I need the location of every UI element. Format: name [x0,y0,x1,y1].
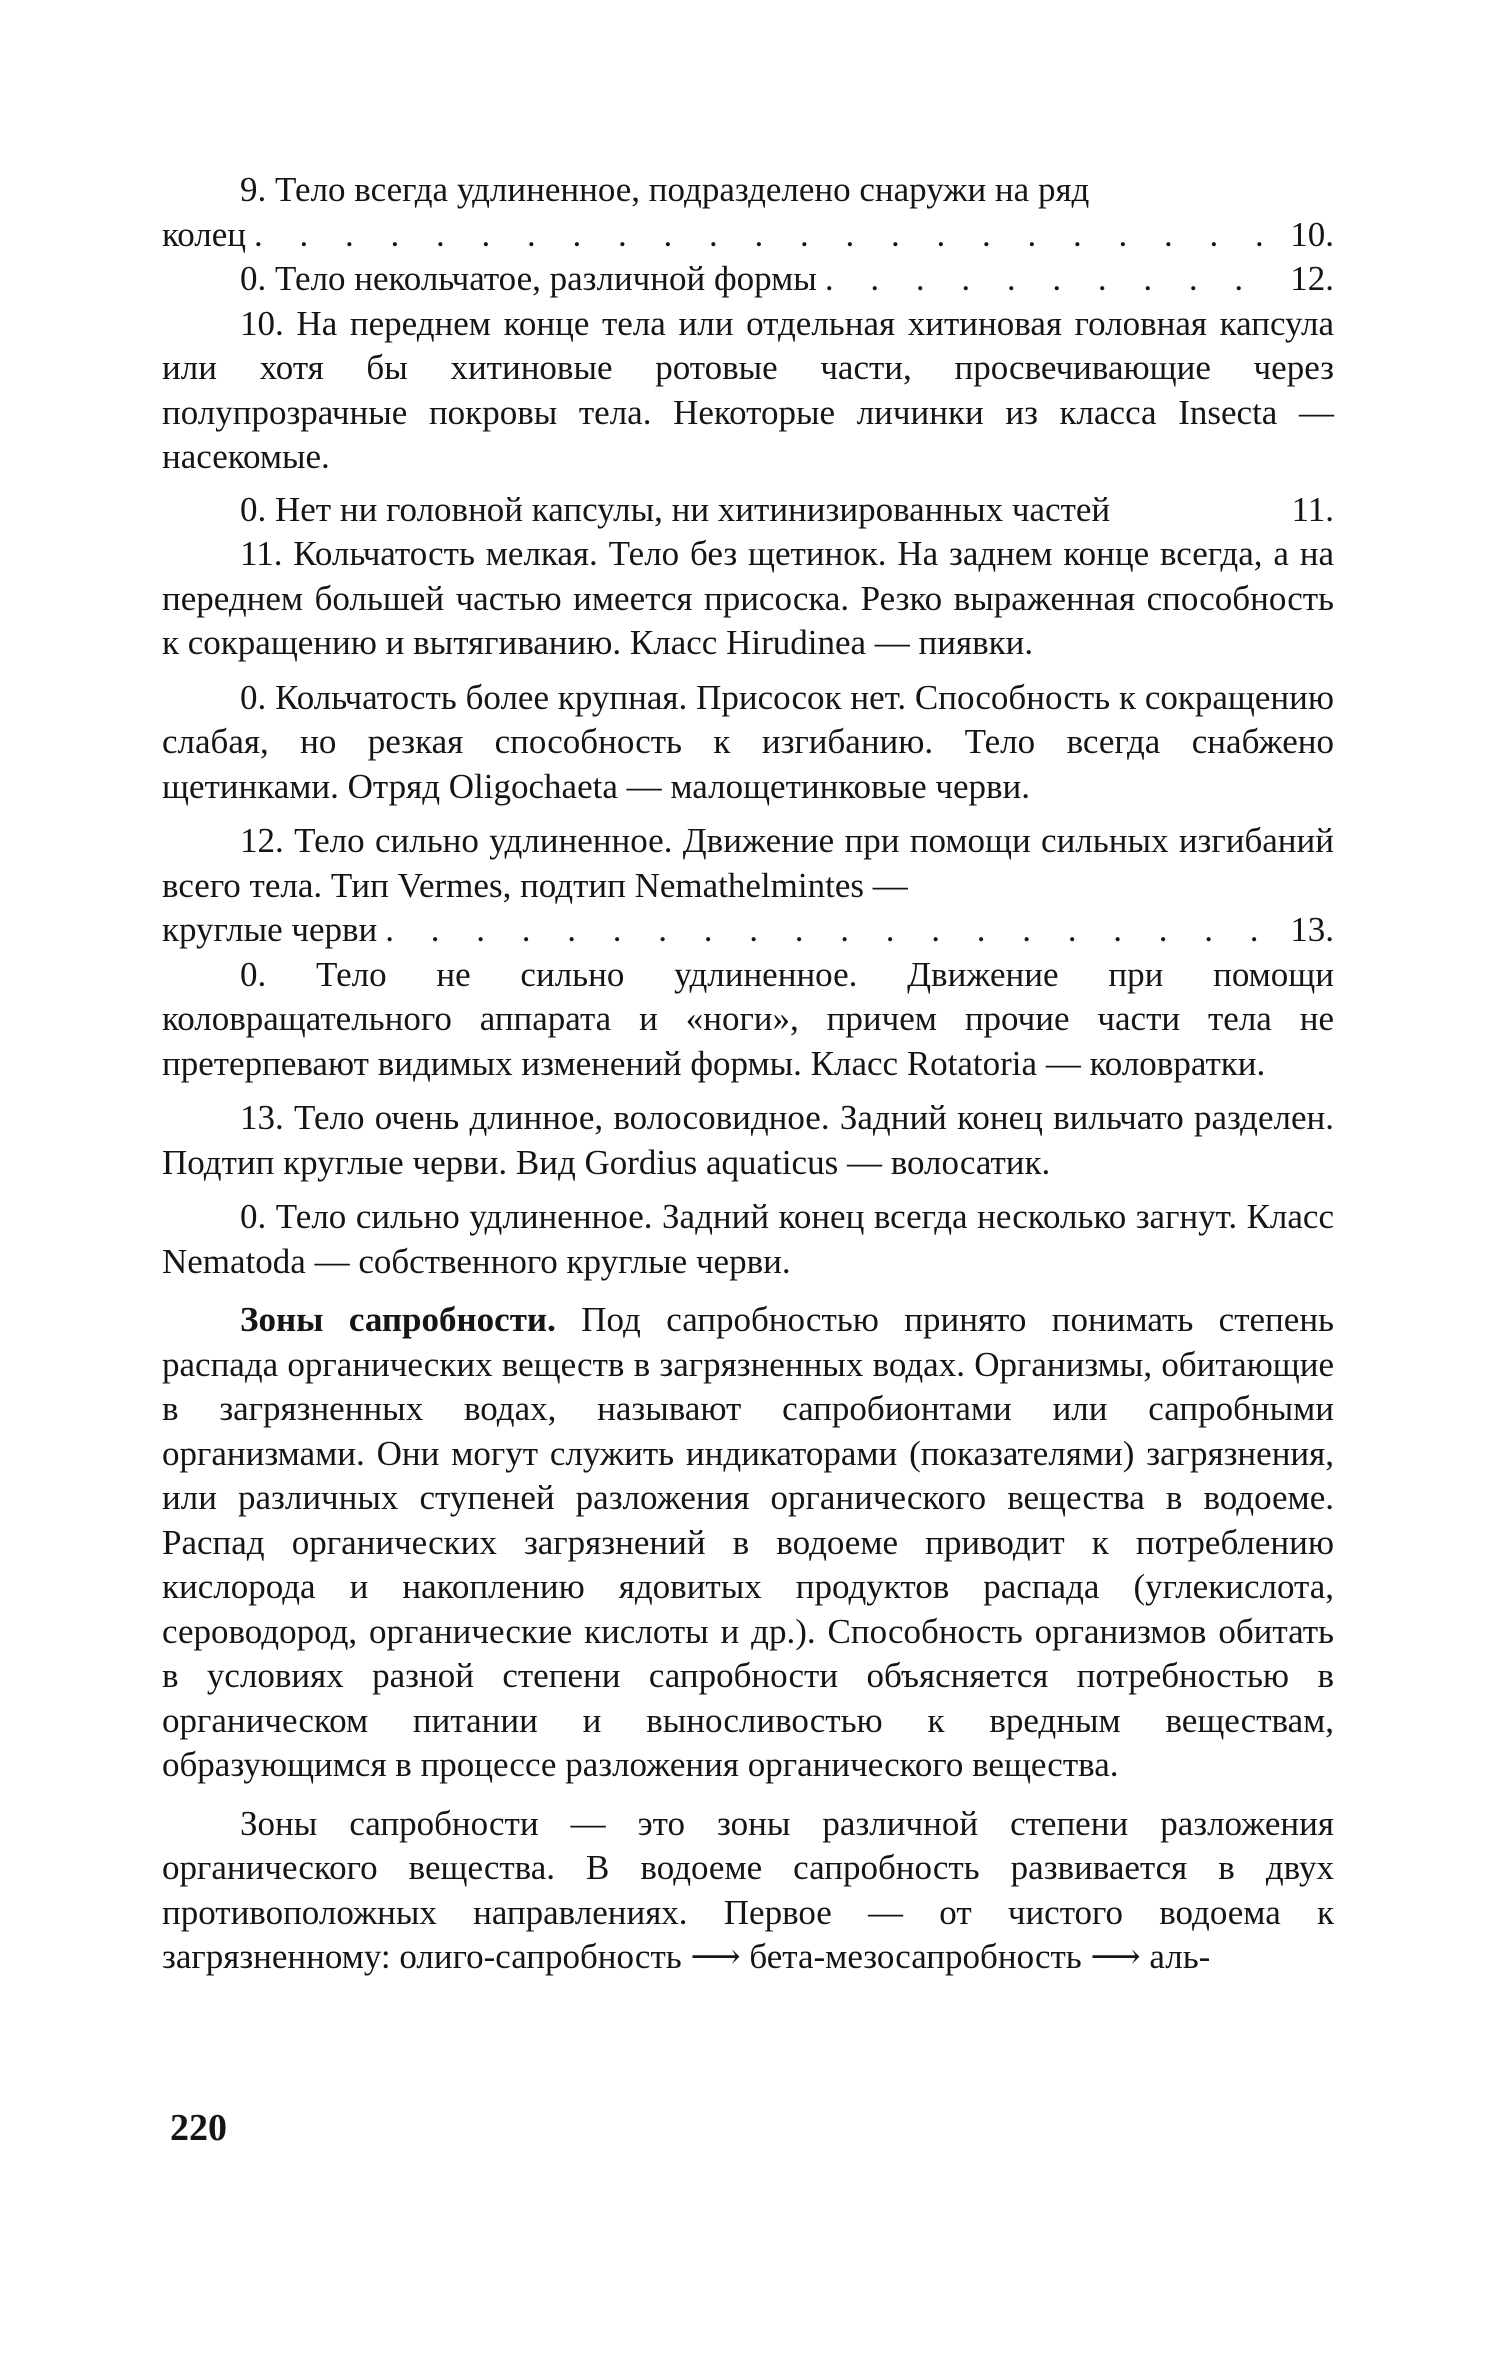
dot-leader [385,908,1276,953]
saprobity-paragraph-1-text: Под сапробностью принято понимать степень распада органических веществ в загрязненных водах. Организмы, обитающие в загрязненных водах, называют сапробионтами или сапробными организмами. Они могут служить индикаторами (показателями) загрязнения, или различных ступеней разложения органического вещества в водоеме. Распад органических загрязнений в водоеме приводит к потреблению кислорода и накоплению ядовитых продуктов распада (углекислота, сероводород, органические кислоты и др.). Способность организмов обитать в условиях разной степени сапробности объясняется потребностью в органическом питании и выносливостью к вредным веществам, образующимся в процессе разложения органического вещества. [162,1300,1335,1784]
key-entry-0a-ref: 12. [1290,259,1334,298]
key-entry-13: 13. Тело очень длинное, волосовидное. Задний конец вильчато разделен. Подтип круглые черви. Вид Gordius aquaticus — волосатик. [162,1098,1334,1182]
key-entry-0e: 0. Тело сильно удлиненное. Задний конец всегда несколько загнут. Класс Nematoda — собственного круглые черви. [162,1197,1334,1281]
key-entry-9-ref: 10. [1290,214,1334,254]
saprobity-paragraph-2: Зоны сапробности — это зоны различной степени разложения органического вещества. В водоеме сапробность развивается в двух противоположных направлениях. Первое — от чистого водоема к загрязненному: олиго-сапробность ⟶ бета-мезосапробность ⟶ аль- [162,1803,1334,1976]
page-body [162,168,1334,1980]
key-entry-0c: 0. Кольчатость более крупная. Присосок нет. Способность к сокращению слабая, но резкая способность к изгибанию. Тело всегда снабжено щетинками. Отряд Oligochaeta — малощетинковые черви. [162,677,1334,806]
key-entry-0b-text: 0. Нет ни головной капсулы, ни хитинизированных частей [240,489,1111,529]
key-entry-9-leader [162,213,1334,258]
key-entry-12-leader [162,908,1334,953]
dot-leader [825,257,1276,302]
key-entry-12-continuation: круглые черви [162,910,378,949]
key-entry-0d: 0. Тело не сильно удлиненное. Движение при помощи коловращательного аппарата и «ноги», причем прочие части тела не претерпевают видимых изменений формы. Класс Rotatoria — коловратки. [162,954,1334,1083]
key-entry-9-continuation: колец [162,214,246,254]
key-entry-9: 9. Тело всегда удлиненное, подразделено снаружи на ряд [240,170,1090,209]
key-entry-12: 12. Тело сильно удлиненное. Движение при помощи сильных изгибаний всего тела. Тип Vermes, подтип Nemathelmintes — [162,821,1334,905]
page-number: 220 [170,2107,227,2149]
key-entry-11: 11. Кольчатость мелкая. Тело без щетинок. На заднем конце всегда, а на переднем большей частью имеется присоска. Резко выраженная способность к сокращению и вытягиванию. Класс Hirudinea — пиявки. [162,534,1334,662]
key-entry-0a [162,257,1334,302]
key-entry-0b [162,488,1334,533]
key-entry-10: 10. На переднем конце тела или отдельная хитиновая головная капсула или хотя бы хитиновые ротовые части, просвечивающие через полупрозрачные покровы тела. Некоторые личинки из класса Insecta — насекомые. [162,303,1334,476]
key-entry-0b-ref: 11. [1291,489,1334,529]
section-heading: Зоны сапробности. [240,1300,556,1339]
saprobity-paragraph-1 [162,1298,1334,1788]
dot-leader [254,213,1276,258]
key-entry-0a-text: 0. Тело некольчатое, различной формы [240,259,817,298]
key-entry-12-ref: 13. [1290,910,1334,949]
